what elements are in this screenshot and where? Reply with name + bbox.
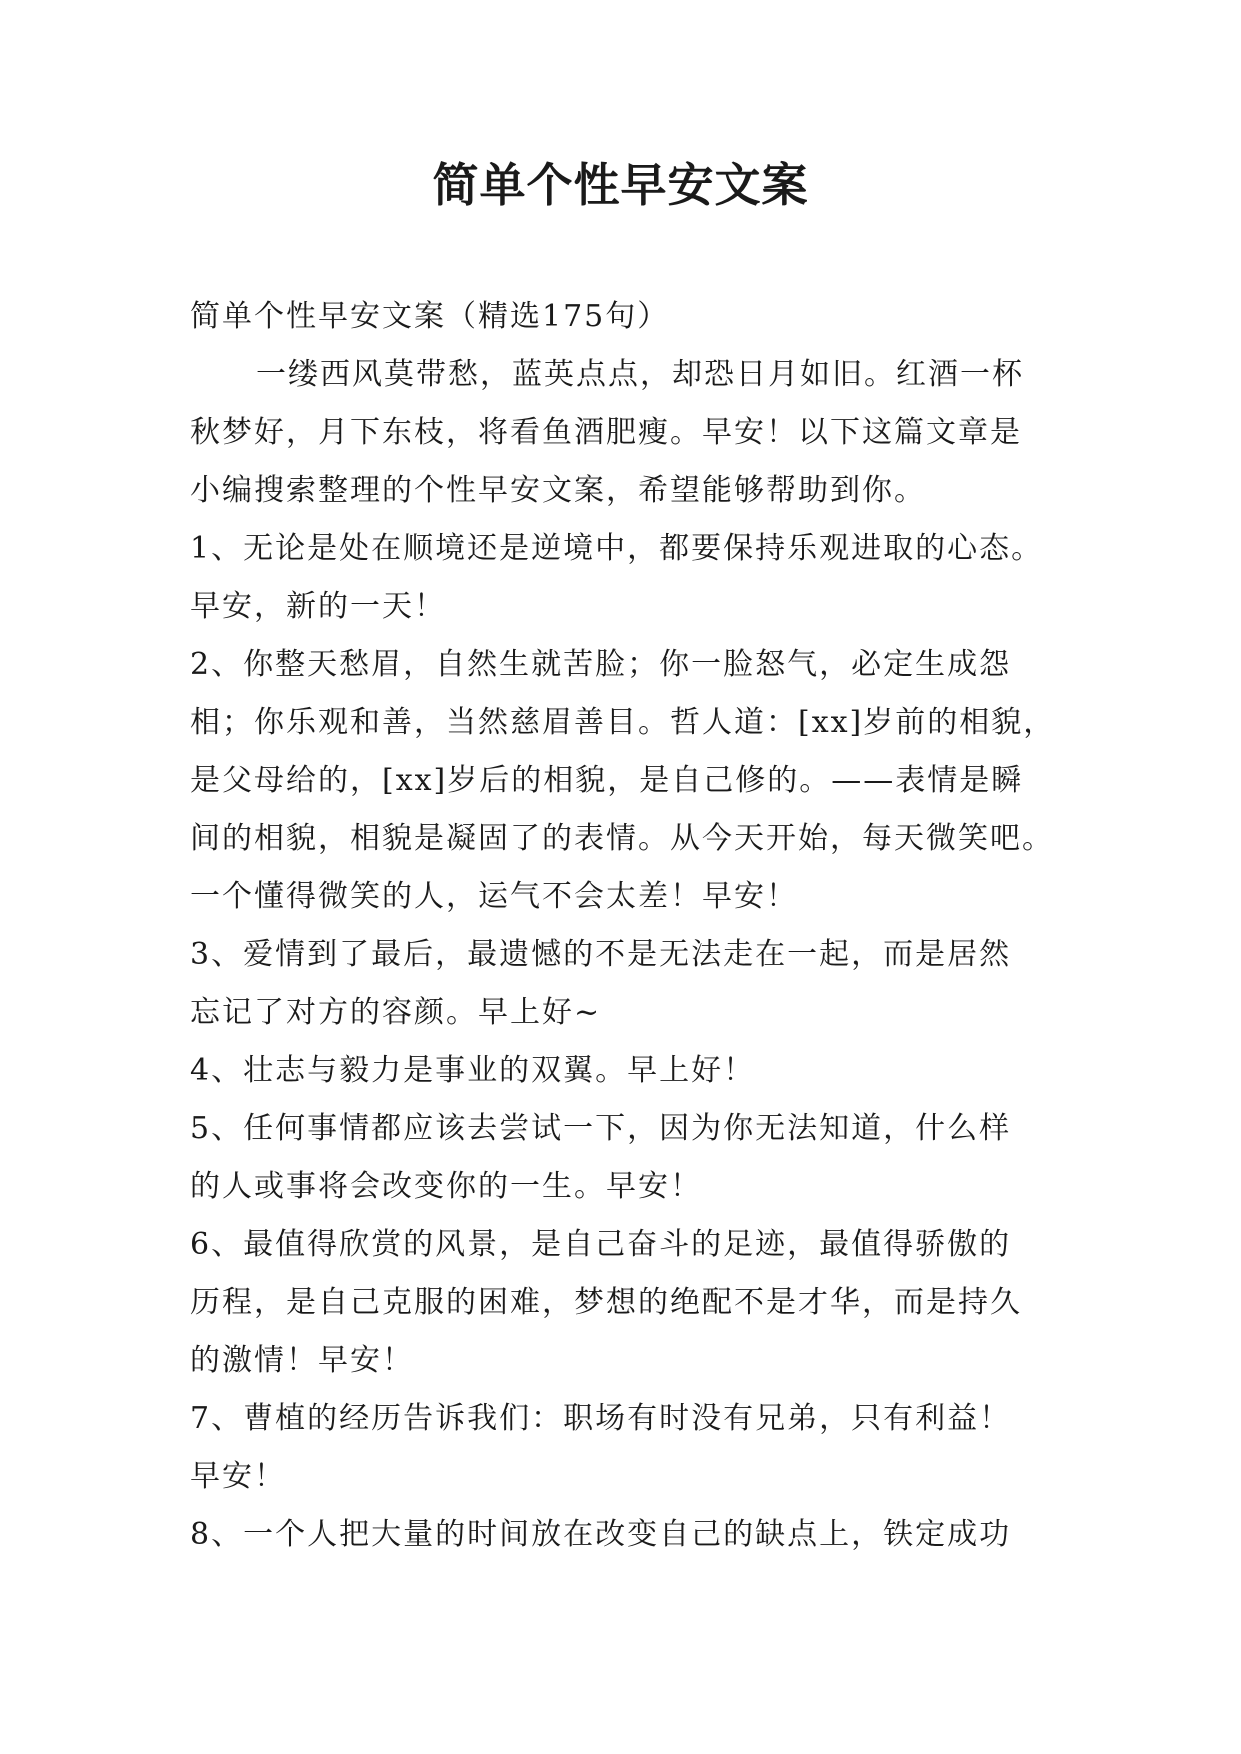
- subtitle-line: 简单个性早安文案（精选175句）: [190, 299, 670, 334]
- item-line: 4、壮志与毅力是事业的双翼。早上好！: [190, 1053, 756, 1088]
- item-line: 忘记了对方的容颜。早上好~: [190, 995, 602, 1030]
- item-line: 5、任何事情都应该去尝试一下，因为你无法知道，什么样: [190, 1111, 1012, 1146]
- item-line: 历程，是自己克服的困难，梦想的绝配不是才华，而是持久: [190, 1285, 1022, 1320]
- intro-line: 小编搜索整理的个性早安文案，希望能够帮助到你。: [190, 473, 926, 508]
- item-line: 2、你整天愁眉，自然生就苦脸；你一脸怒气，必定生成怨: [190, 647, 1012, 682]
- intro-line: 一缕西风莫带愁，蓝英点点，却恐日月如旧。红酒一杯: [256, 357, 1024, 392]
- item-line: 相；你乐观和善，当然慈眉善目。哲人道：[xx]岁前的相貌，: [190, 705, 1056, 740]
- item-line: 一个懂得微笑的人，运气不会太差！早安！: [190, 879, 798, 914]
- document-body: [190, 288, 1070, 1564]
- item-line: 的人或事将会改变你的一生。早安！: [190, 1169, 702, 1204]
- item-line: 7、曹植的经历告诉我们：职场有时没有兄弟，只有利益！: [190, 1401, 1012, 1436]
- item-line: 早安，新的一天！: [190, 589, 446, 624]
- item-line: 的激情！早安！: [190, 1343, 414, 1378]
- item-line: 是父母给的，[xx]岁后的相貌，是自己修的。——表情是瞬: [190, 763, 1024, 798]
- item-line: 1、无论是处在顺境还是逆境中，都要保持乐观进取的心态。: [190, 531, 1044, 566]
- item-line: 6、最值得欣赏的风景，是自己奋斗的足迹，最值得骄傲的: [190, 1227, 1012, 1262]
- item-line: 8、一个人把大量的时间放在改变自己的缺点上，铁定成功: [190, 1517, 1012, 1552]
- intro-line: 秋梦好，月下东枝，将看鱼酒肥瘦。早安！以下这篇文章是: [190, 415, 1022, 450]
- item-line: 早安！: [190, 1459, 286, 1494]
- item-line: 间的相貌，相貌是凝固了的表情。从今天开始，每天微笑吧。: [190, 821, 1054, 856]
- document-title: 简单个性早安文案: [432, 158, 809, 212]
- item-line: 3、爱情到了最后，最遗憾的不是无法走在一起，而是居然: [190, 937, 1012, 972]
